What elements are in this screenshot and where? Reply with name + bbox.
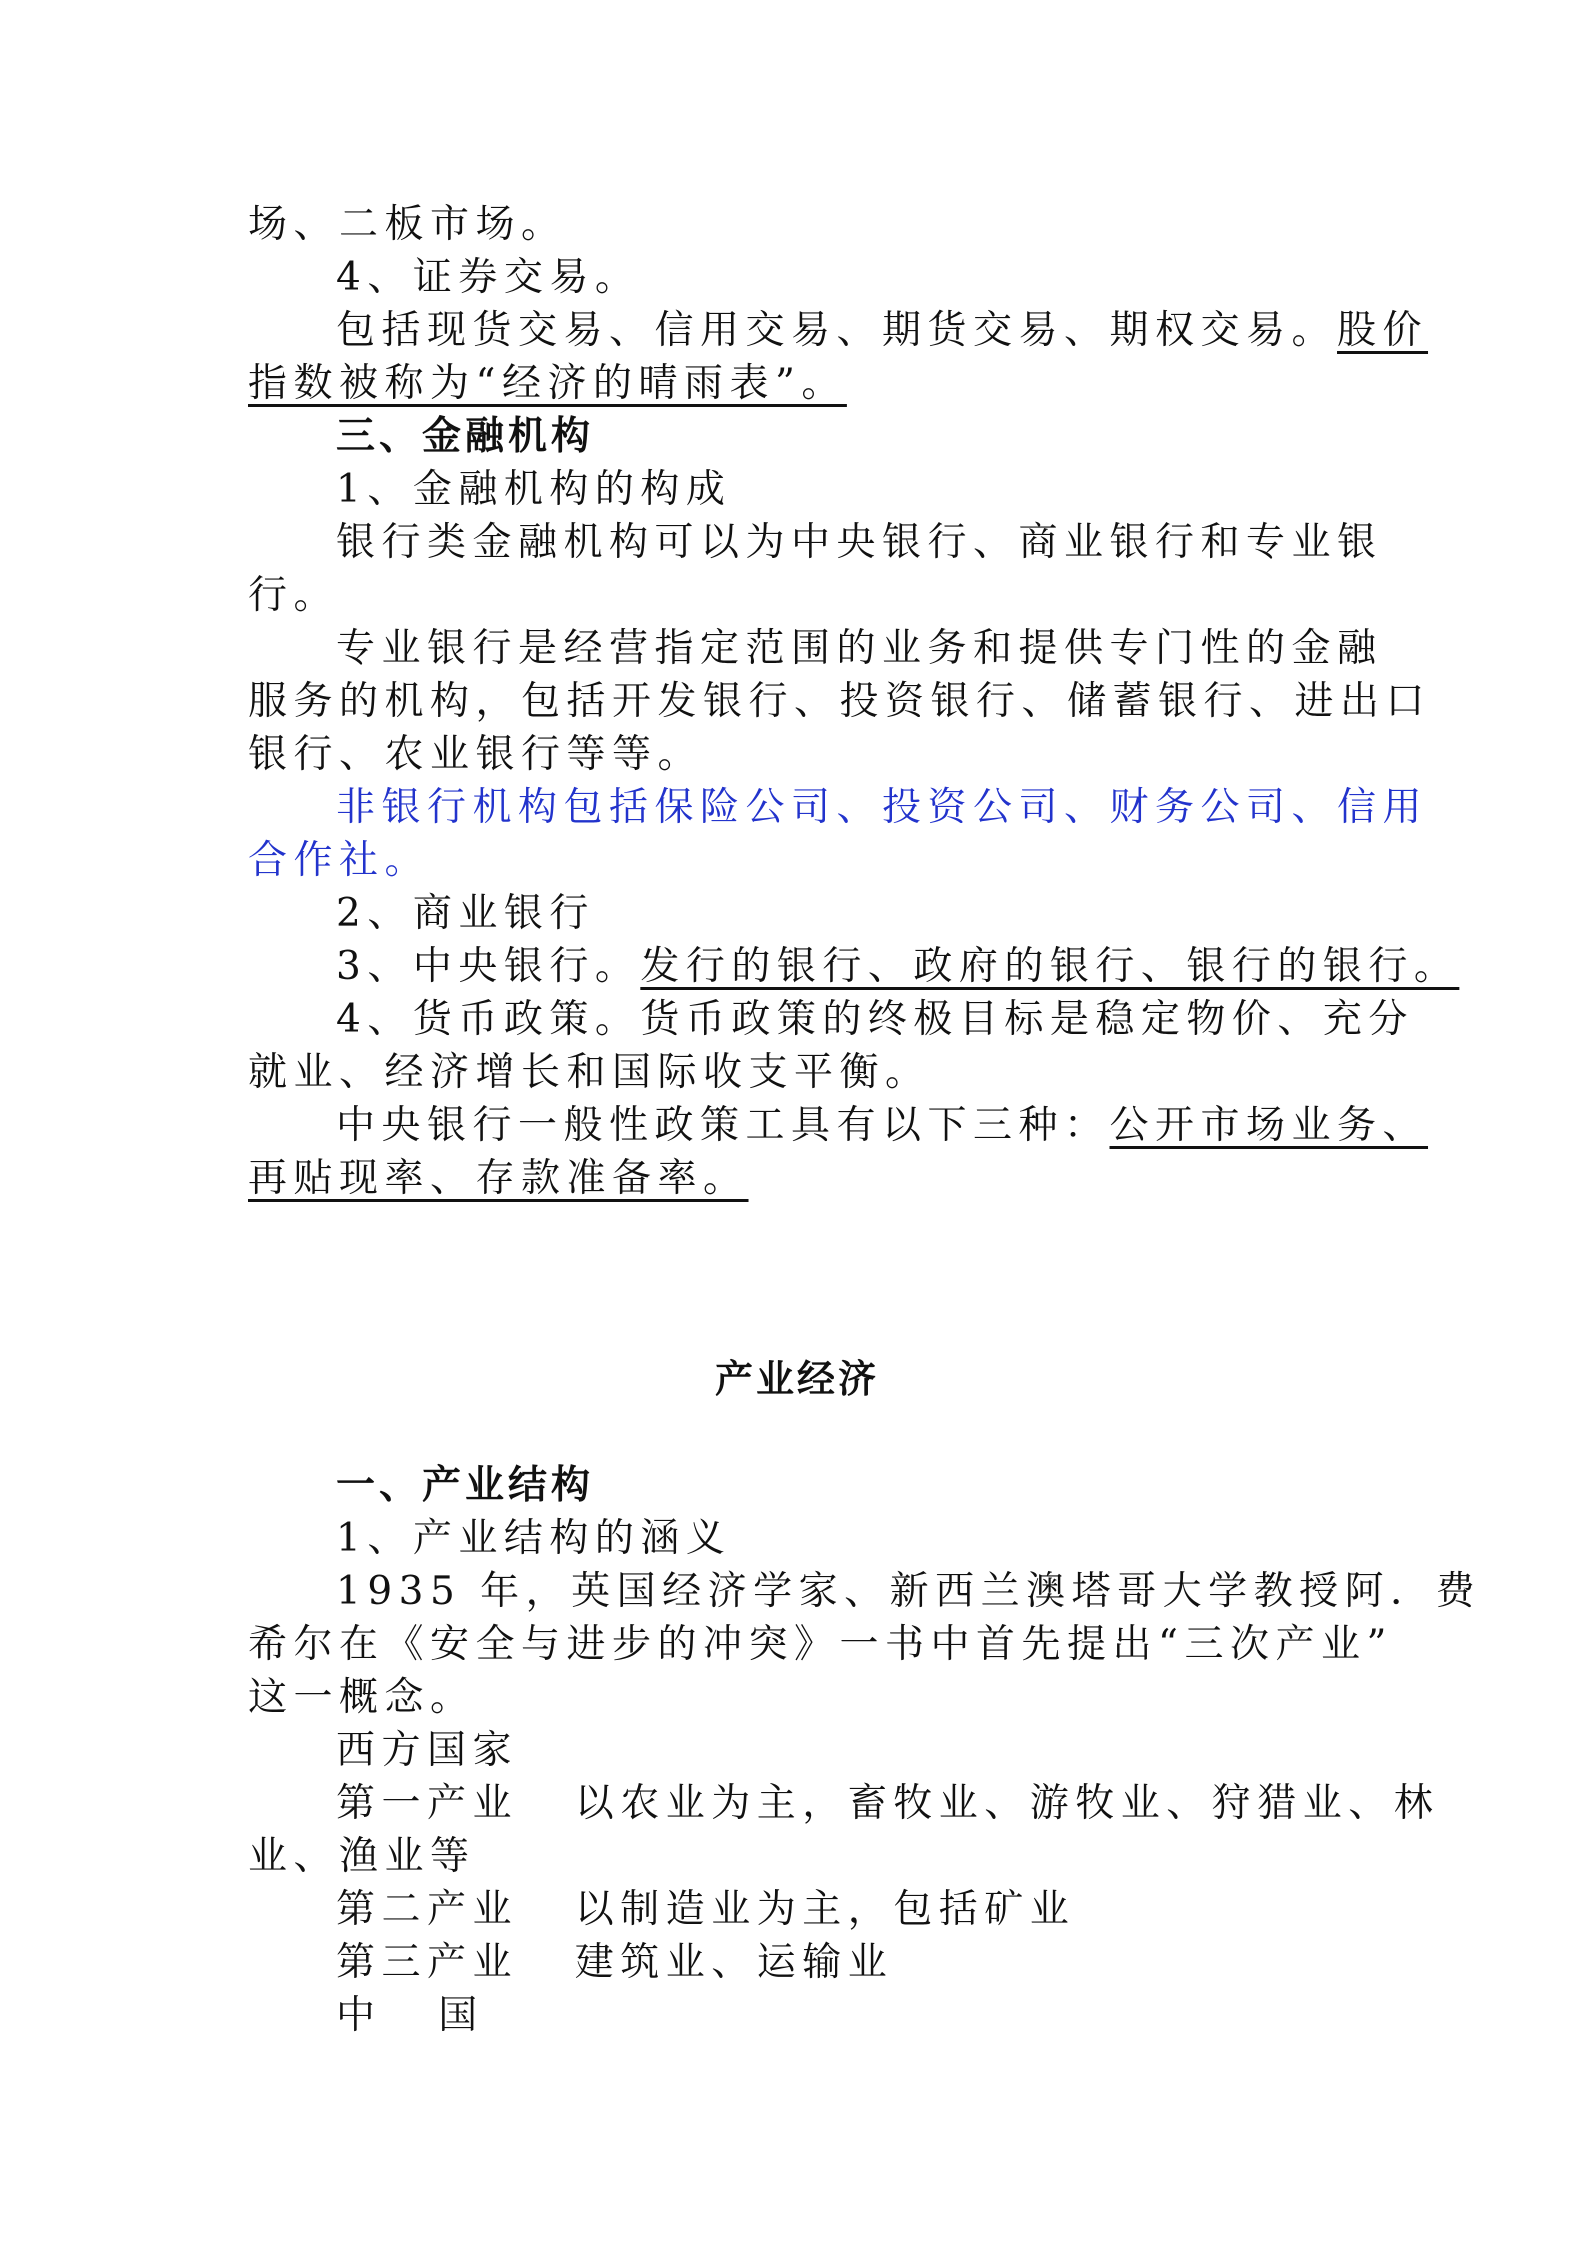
underlined-text: 再贴现率、存款准备率。 — [248, 1156, 749, 1201]
highlighted-line: 非银行机构包括保险公司、投资公司、财务公司、信用 — [336, 785, 1429, 830]
list-item-monetary-policy: 4、货币政策。货币政策的终极目标是稳定物价、充分 — [336, 997, 1414, 1042]
section-heading: 一、产业结构 — [336, 1463, 595, 1508]
list-item-securities-trading: 4、证券交易。 — [336, 255, 641, 300]
paragraph-line: 行。 — [248, 573, 340, 618]
paragraph-line: 第一产业 以农业为主，畜牧业、游牧业、狩猎业、林 — [336, 1781, 1440, 1826]
paragraph-line: 服务的机构，包括开发银行、投资银行、储蓄银行、进出口 — [248, 679, 1432, 724]
paragraph-line: 西方国家 — [336, 1728, 519, 1773]
paragraph-line: 就业、经济增长和国际收支平衡。 — [248, 1050, 931, 1095]
paragraph-line: 银行类金融机构可以为中央银行、商业银行和专业银 — [336, 520, 1383, 565]
paragraph-line: 1935 年，英国经济学家、新西兰澳塔哥大学教授阿．费 — [336, 1569, 1482, 1614]
list-item-central-bank — [336, 940, 1460, 993]
paragraph-line: 希尔在《安全与进步的冲突》一书中首先提出“三次产业” — [248, 1622, 1393, 1667]
list-item-industry-meaning: 1、产业结构的涵义 — [336, 1516, 732, 1561]
paragraph-text: 中央银行一般性政策工具有以下三种： — [336, 1103, 1110, 1148]
paragraph-line — [248, 357, 1358, 410]
paragraph-line: 银行、农业银行等等。 — [248, 732, 704, 777]
list-item-institution-structure: 1、金融机构的构成 — [336, 467, 732, 512]
paragraph-text: 包括现货交易、信用交易、期货交易、期权交易。 — [336, 308, 1338, 353]
underlined-text: 股价 — [1337, 308, 1429, 353]
paragraph-line — [248, 1152, 1358, 1205]
page-title: 产业经济 — [714, 1357, 879, 1401]
paragraph-line: 场、二板市场。 — [248, 202, 567, 247]
section-heading: 三、金融机构 — [336, 414, 595, 459]
underlined-text: 公开市场业务、 — [1109, 1103, 1429, 1148]
paragraph-text: 3、中央银行。 — [336, 944, 641, 989]
underlined-text: 发行的银行、政府的银行、银行的银行。 — [640, 944, 1460, 989]
paragraph-line: 第二产业 以制造业为主，包括矿业 — [336, 1887, 1076, 1932]
paragraph-line: 第三产业 建筑业、运输业 — [336, 1940, 894, 1985]
highlighted-line: 合作社。 — [248, 838, 431, 883]
paragraph-line: 专业银行是经营指定范围的业务和提供专门性的金融 — [336, 626, 1383, 671]
list-item-commercial-bank: 2、商业银行 — [336, 891, 595, 936]
paragraph-line — [336, 304, 1429, 357]
paragraph-line — [336, 1099, 1429, 1152]
underlined-text: 指数被称为“经济的晴雨表”。 — [248, 361, 847, 406]
paragraph-line: 这一概念。 — [248, 1675, 476, 1720]
paragraph-line: 中 国 — [336, 1993, 484, 2038]
paragraph-line: 业、渔业等 — [248, 1834, 476, 1879]
